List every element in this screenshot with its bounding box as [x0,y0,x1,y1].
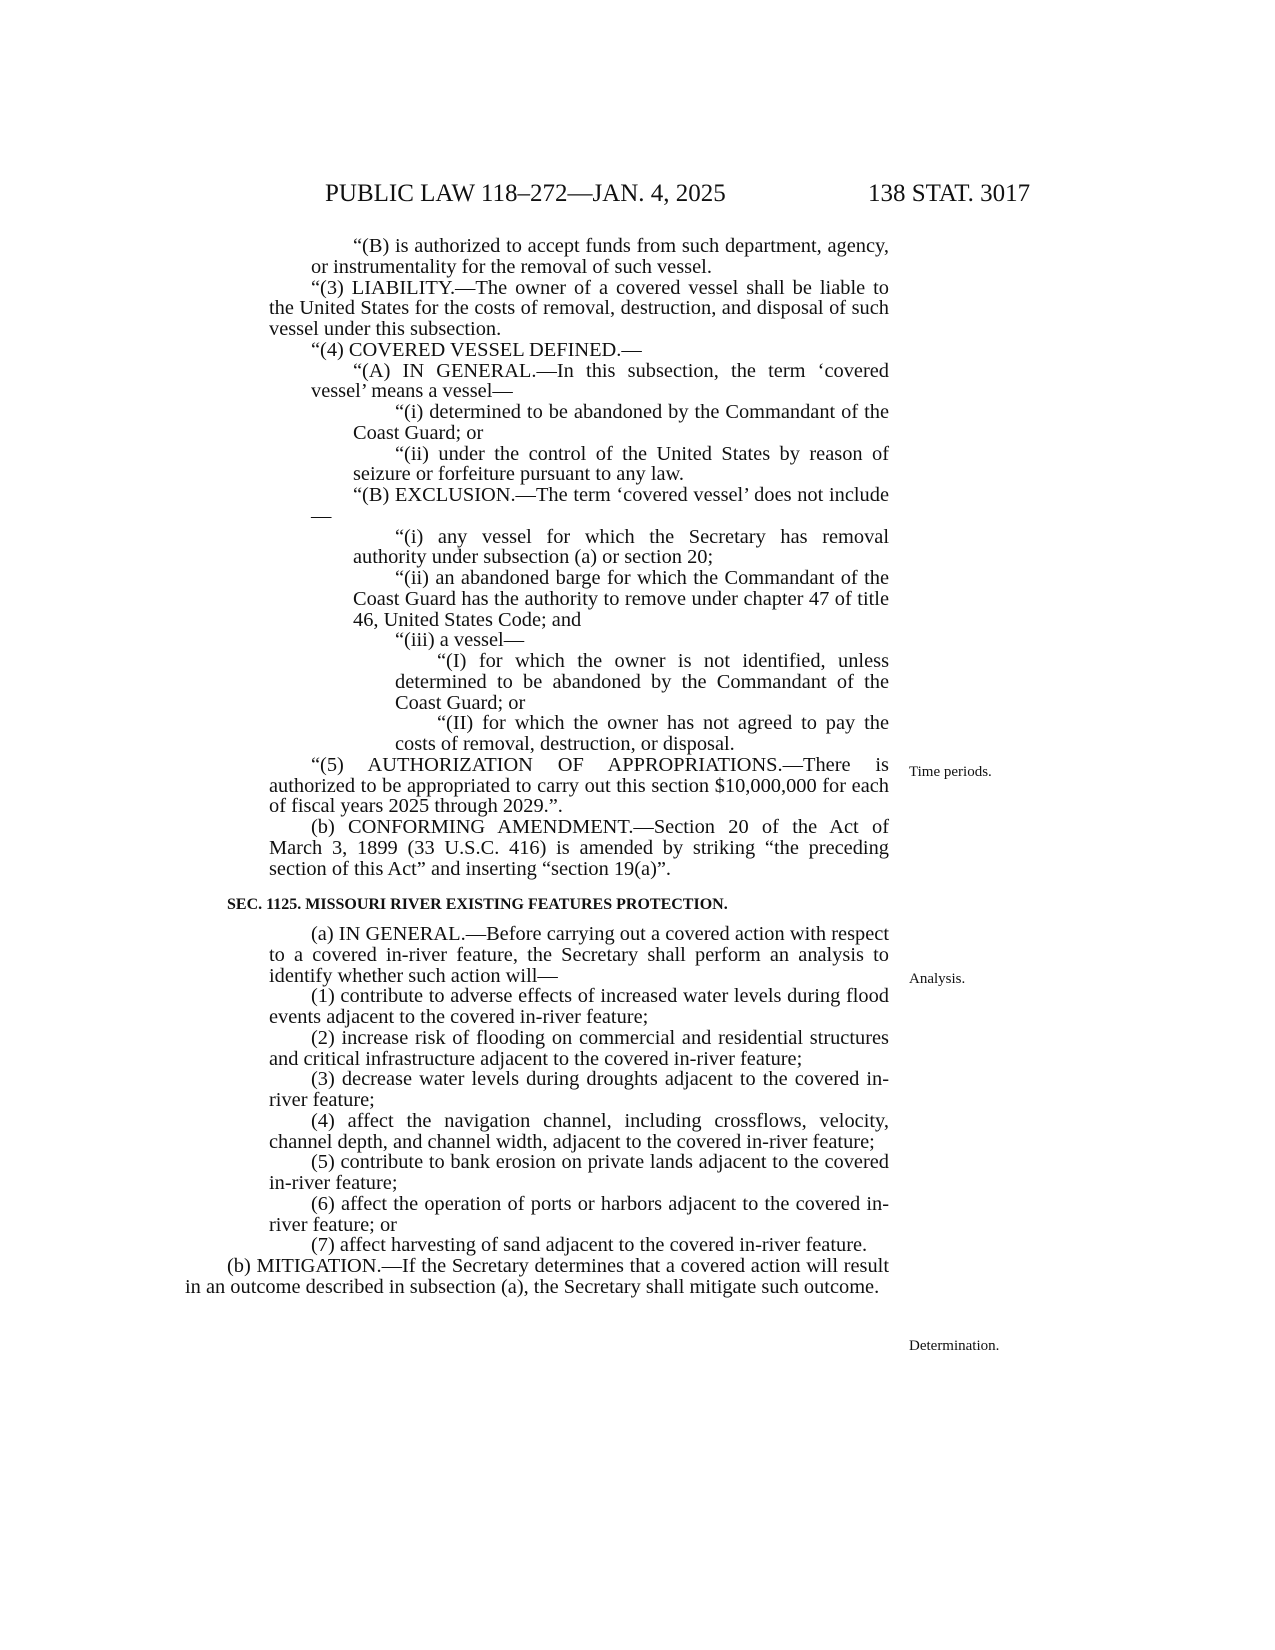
document-body [185,235,889,1298]
margin-note-determination: Determination. [909,1338,1000,1354]
paragraph: (4) affect the navigation channel, including crossflows, velocity, channel depth, and channel width, adjacent to the covered in-river feature; [269,1109,889,1153]
paragraph: (1) contribute to adverse effects of increased water levels during flood events adjacent to the covered in-river feature; [269,985,889,1028]
section-heading: SEC. 1125. MISSOURI RIVER EXISTING FEATURES PROTECTION. [227,896,728,914]
margin-note-analysis: Analysis. [909,971,966,987]
paragraph: “(B) EXCLUSION.—The term ‘covered vessel’ does not include— [311,484,889,527]
paragraph: “(4) COVERED VESSEL DEFINED.— [311,338,642,361]
paragraph: “(i) any vessel for which the Secretary has removal authority under subsection (a) or section 20; [353,525,889,569]
paragraph: “(ii) under the control of the United States by reason of seizure or forfeiture pursuant to any law. [353,442,889,486]
paragraph: (b) CONFORMING AMENDMENT.—Section 20 of the Act of March 3, 1899 (33 U.S.C. 416) is amended by striking “the preceding section of this Act” and inserting “section 19(a)”. [269,816,889,880]
margin-note-time-periods: Time periods. [909,764,992,780]
paragraph: “(A) IN GENERAL.—In this subsection, the term ‘covered vessel’ means a vessel— [311,359,889,403]
paragraph: (5) contribute to bank erosion on private lands adjacent to the covered in-river feature; [269,1151,889,1194]
paragraph: “(i) determined to be abandoned by the Commandant of the Coast Guard; or [353,401,889,444]
page-number: 138 STAT. 3017 [868,180,1031,207]
paragraph: “(5) AUTHORIZATION OF APPROPRIATIONS.—There is authorized to be appropriated to carry out this section $10,000,000 for each of fiscal years 2025 through 2029.”. [269,753,889,818]
paragraph: (3) decrease water levels during droughts adjacent to the covered in-river feature; [269,1068,889,1111]
page-header [0,180,1275,220]
running-head: PUBLIC LAW 118–272—JAN. 4, 2025 [325,180,726,207]
paragraph: “(ii) an abandoned barge for which the Commandant of the Coast Guard has the authority to remove under chapter 47 of title 46, United States Code; and [353,567,889,631]
paragraph: “(iii) a vessel— [395,629,525,652]
paragraph: “(3) LIABILITY.—The owner of a covered vessel shall be liable to the United States for the costs of removal, destruction, and disposal of such vessel under this subsection. [269,276,889,340]
paragraph: (2) increase risk of flooding on commercial and residential structures and critical infrastructure adjacent to the covered in-river feature; [269,1026,889,1070]
paragraph: (6) affect the operation of ports or harbors adjacent to the covered in-river feature; or [269,1192,889,1236]
paragraph: (7) affect harvesting of sand adjacent to the covered in-river feature. [311,1234,868,1257]
paragraph: “(I) for which the owner is not identified, unless determined to be abandoned by the Commandant of the Coast Guard; or [395,650,889,714]
paragraph: “(B) is authorized to accept funds from such department, agency, or instrumentality for the removal of such vessel. [311,235,889,278]
paragraph: “(II) for which the owner has not agreed to pay the costs of removal, destruction, or disposal. [395,712,889,755]
paragraph: (b) MITIGATION.—If the Secretary determines that a covered action will result in an outcome described in subsection (a), the Secretary shall mitigate such outcome. [185,1255,889,1298]
paragraph: (a) IN GENERAL.—Before carrying out a covered action with respect to a covered in-river feature, the Secretary shall perform an analysis to identify whether such action will— [269,923,889,987]
